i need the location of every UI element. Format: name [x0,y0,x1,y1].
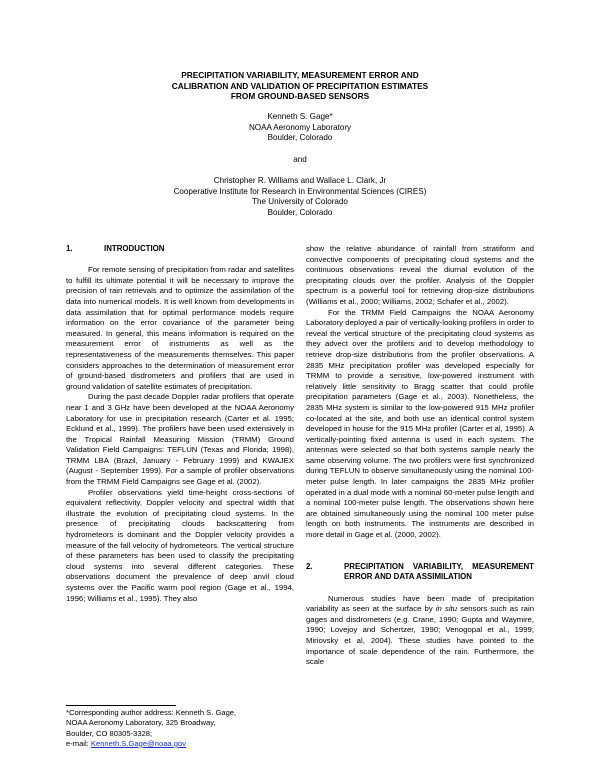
and-separator [90,155,510,166]
email-label: e-mail: [66,738,91,748]
author-university: The University of Colorado [252,197,348,207]
author-names: Christopher R. Williams and Wallace L. Clark, Jr [213,176,387,185]
section-2-heading [306,562,534,583]
footnote-line: Boulder, CO 80305-3328; [66,728,153,738]
body-paragraph: Profiler observations yield time-height cross-sections of equivalent reflectivity, Doppler velocity and spectral width that illustrate the evolution of precipitating cloud systems. In the presence of precipitating clouds backscattering from hydrometeors is dominant and the Doppler velocity provides a measure of the fall velocity of hydrometeors. The vertical structure of these parameters has been used to classify the precipitating cloud systems into several different categories. These observations document the prevalence of deep anvil cloud systems over the Pacific warm pool region (Gage et al., 1994, 1996; Williams et al., 1995). They also [66,487,294,603]
paragraph-text: sensors such as rain gages and disdrometers (e.g. Crane, 1990; Gupta and Waymire, 1990; Lovejoy and Schertzer, 1990; Venogopal et al., 1999; Miriovsky et al, 2004). These studies have pointed to the importance of scale dependence of the rain. Furthermore, the scale [306,604,535,667]
body-paragraph [306,594,534,668]
footnote-email-line [66,739,294,749]
section-title: INTRODUCTION [104,244,165,253]
footnote-line: *Corresponding author address: Kenneth S. Gage, [66,708,237,717]
body-paragraph: For remote sensing of precipitation from radar and satellites to fulfill its ultimate potential it will be necessary to improve the precision of rain retrievals and to optimize the assimilation of the data into numerical models. It is well known from developments in data assimilation that for optimal performance models require information on the error covariance of the parameter being measured. In general, this means information is required on the measurement error of instruments as well as the representativeness of the measurements themselves. This paper considers approaches to the determination of measurement error of ground-based disdrometers and profilers that are used in ground validation of satellite estimates of precipitation. [66,265,294,391]
section-title: PRECIPITATION VARIABILITY, MEASUREMENT ERROR AND DATA ASSIMILATION [344,561,534,582]
italic-term: in situ [435,604,458,614]
left-column [66,244,294,604]
author-location: Boulder, Colorado [267,207,333,217]
author-affiliation: NOAA Aeronomy Laboratory [248,122,352,132]
section-1-heading [66,244,294,255]
author-affiliation: Cooperative Institute for Research in Environmental Sciences (CIRES) [173,186,427,196]
body-paragraph: For the TRMM Field Campaigns the NOAA Aeronomy Laboratory deployed a pair of vertically-looking profilers in order to reveal the vertical structure of the precipitating cloud systems as they advect over the profilers and to develop methodology to retrieve drop-size distributions from the profiler observations. A 2835 MHz precipitation profiler was developed especially for TRMM to provide a sensitive, low-powered instrument with relatively little sensitivity to Bragg scatter that could profile precipitation parameters (Gage et al., 2003). Nonetheless, the 2835 MHz system is similar to the low-powered 915 MHz profiler co-located at the site, and both use an identical control system developed in house for the 915 MHz profiler (Carter et al, 1995). A vertically-pointing fixed antenna is used in each system. The antennas were selected so that both systems sample nearly the same observing volume. The two profilers were first synchronized during TEFLUN to observe simultaneously using the nominal 100-meter pulse length. In later campaigns the 2835 MHz profiler operated in a dual mode with a nominal 60-meter pulse length and a nominal 100-meter pulse length. The observations shown here are obtained simultaneously using the nominal 100 meter pulse length on both instruments. The instruments are described in more detail in Gage et al. (2000, 2002). [306,307,534,540]
paper-title [90,70,510,102]
and-word: and [293,155,307,164]
footnote-divider [66,705,176,706]
title-line: CALIBRATION AND VALIDATION OF PRECIPITATION ESTIMATES [171,80,429,91]
footnote [66,708,294,749]
email-link[interactable]: Kenneth.S.Gage@noaa.gov [90,738,187,748]
right-column [306,244,534,668]
body-paragraph: show the relative abundance of rainfall from stratiform and convective components of precipitating cloud systems and the continuous observations reveal the diurnal evolution of the precipitating clouds over the profiler. Analysis of the Doppler spectrum is a powerful tool for retrieving drop-size distributions (Williams et al., 2000; Williams, 2002; Schafer et al., 2002). [306,244,534,306]
author-block-1 [90,112,510,144]
paragraph-text: Numerous studies have been made of precipitation variability as seen at the surface by [306,593,534,614]
author-block-2 [90,176,510,218]
author-location: Boulder, Colorado [267,133,333,143]
section-number: 2. [306,561,313,571]
body-paragraph: During the past decade Doppler radar profilers that operate near 1 and 3 GHz have been developed at the NOAA Aeronomy Laboratory for use in precipitation research (Carter et al. 1995; Ecklund et al., 1999). The profilers have been used extensively in the Tropical Rainfall Measuring Mission (TRMM) Ground Validation Field Campaigns: TEFLUN (Texas and Florida; 1998), TRMM LBA (Brazil, January - February 1999) and KWAJEX (August - September 1999). For a sample of profiler observations from the TRMM Field Campaigns see Gage et al. (2002). [66,392,294,487]
author-name: Kenneth S. Gage* [267,112,333,121]
title-line: FROM GROUND-BASED SENSORS [230,91,370,101]
footnote-line: NOAA Aeronomy Laboratory, 325 Broadway, [66,718,216,728]
title-line: PRECIPITATION VARIABILITY, MEASUREMENT ERROR AND [181,70,419,80]
section-number: 1. [66,244,73,253]
